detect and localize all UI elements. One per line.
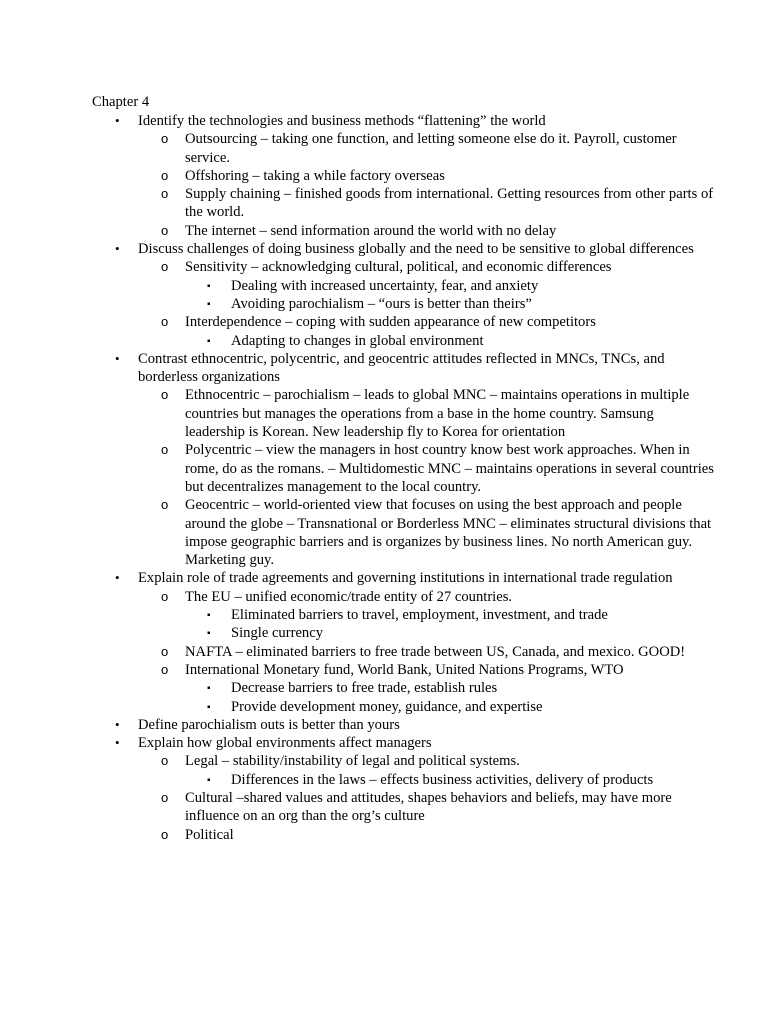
outline-item-level-2	[0, 130, 784, 167]
outline-item-text: Supply chaining – finished goods from international. Getting resources from other parts of the world.	[185, 186, 714, 221]
outline-item-level-3	[0, 332, 784, 350]
outline-item-text: Sensitivity – acknowledging cultural, political, and economic differences	[185, 259, 612, 276]
outline-item-text: Decrease barriers to free trade, establish rules	[231, 680, 498, 697]
bullet-icon: •	[115, 113, 120, 128]
outline-item-level-2	[0, 222, 784, 240]
circle-bullet-icon: o	[161, 643, 169, 659]
outline-item-text: Avoiding parochialism – “ours is better than theirs”	[231, 295, 532, 312]
circle-bullet-icon: o	[161, 442, 169, 458]
notes-outline	[0, 112, 784, 844]
outline-item-level-1	[0, 716, 784, 734]
square-bullet-icon: ▪	[207, 774, 211, 786]
outline-item-text: Interdependence – coping with sudden appearance of new competitors	[185, 314, 596, 331]
outline-item-level-3	[0, 277, 784, 295]
square-bullet-icon: ▪	[207, 701, 211, 713]
outline-item-level-2	[0, 313, 784, 331]
outline-item-text: Dealing with increased uncertainty, fear, and anxiety	[231, 277, 539, 294]
outline-item-text: Political	[185, 826, 234, 843]
outline-item-level-2	[0, 386, 784, 441]
circle-bullet-icon: o	[161, 661, 169, 677]
outline-item-text: Geocentric – world-oriented view that focuses on using the best approach and people around the globe – Transnational or Borderless MNC – eliminates structural divisions that impose geographic barriers and is organizes by business lines. No north American guy. Marketing guy.	[185, 497, 712, 569]
bullet-icon: •	[115, 570, 120, 586]
bullet-icon: •	[115, 716, 120, 732]
bullet-icon: •	[115, 241, 120, 257]
outline-item-level-2	[0, 643, 784, 661]
circle-bullet-icon: o	[161, 314, 169, 330]
circle-bullet-icon: o	[161, 167, 169, 183]
outline-item-text: The internet – send information around the world with no delay	[185, 222, 557, 239]
outline-item-text: Outsourcing – taking one function, and letting someone else do it. Payroll, customer service.	[185, 131, 677, 166]
outline-item-text: Differences in the laws – effects business activities, delivery of products	[231, 771, 654, 788]
outline-item-level-1	[0, 734, 784, 752]
outline-item-text: The EU – unified economic/trade entity of 27 countries.	[185, 588, 513, 605]
square-bullet-icon: ▪	[207, 683, 211, 695]
circle-bullet-icon: o	[161, 387, 169, 403]
outline-item-level-2	[0, 167, 784, 185]
circle-bullet-icon: o	[161, 259, 169, 275]
circle-bullet-icon: o	[161, 131, 169, 147]
outline-item-text: Identify the technologies and business methods “flattening” the world	[138, 113, 546, 129]
circle-bullet-icon: o	[161, 753, 169, 769]
square-bullet-icon: ▪	[207, 335, 211, 347]
outline-item-text: Eliminated barriers to travel, employment, investment, and trade	[231, 607, 608, 624]
outline-item-text: Offshoring – taking a while factory overseas	[185, 167, 445, 184]
outline-item-text: Define parochialism outs is better than yours	[138, 716, 400, 733]
outline-item-text: Polycentric – view the managers in host country know best work approaches. When in rome, do as the romans. – Multidomestic MNC – maintains operations in several countries but decentralizes management to the local country.	[185, 442, 714, 495]
outline-item-level-1	[0, 112, 784, 130]
outline-item-text: Explain how global environments affect managers	[138, 735, 432, 752]
outline-item-level-2	[0, 826, 784, 844]
chapter-heading: Chapter 4	[92, 94, 150, 110]
square-bullet-icon: ▪	[207, 628, 211, 640]
outline-item-level-3	[0, 295, 784, 313]
outline-item-level-2	[0, 588, 784, 606]
outline-item-level-2	[0, 789, 784, 826]
outline-item-text: NAFTA – eliminated barriers to free trade between US, Canada, and mexico. GOOD!	[185, 643, 686, 660]
outline-item-level-1	[0, 350, 784, 387]
outline-item-level-3	[0, 771, 784, 789]
outline-item-level-3	[0, 679, 784, 697]
outline-item-text: Single currency	[231, 625, 323, 642]
outline-item-level-2	[0, 752, 784, 770]
outline-item-text: Adapting to changes in global environment	[231, 332, 484, 349]
outline-item-level-2	[0, 185, 784, 222]
circle-bullet-icon: o	[161, 588, 169, 604]
outline-item-text: International Monetary fund, World Bank, United Nations Programs, WTO	[185, 661, 624, 678]
circle-bullet-icon: o	[161, 222, 169, 238]
outline-item-text: Ethnocentric – parochialism – leads to global MNC – maintains operations in multiple countries but manages the operations from a base in the home country. Samsung leadership is Korean. New leadership fly to Korea for orientation	[185, 387, 690, 441]
square-bullet-icon: ▪	[207, 610, 211, 622]
outline-item-level-3	[0, 624, 784, 642]
outline-item-text: Cultural –shared values and attitudes, shapes behaviors and beliefs, may have more influence on an org than the org’s culture	[185, 789, 672, 825]
circle-bullet-icon: o	[161, 826, 169, 842]
outline-item-text: Explain role of trade agreements and governing institutions in international trade regulation	[138, 570, 673, 587]
outline-item-level-2	[0, 661, 784, 679]
outline-item-level-2	[0, 496, 784, 569]
circle-bullet-icon: o	[161, 789, 169, 805]
outline-item-level-3	[0, 606, 784, 624]
bullet-icon: •	[115, 350, 120, 366]
outline-item-text: Contrast ethnocentric, polycentric, and geocentric attitudes reflected in MNCs, TNCs, and borderless organizations	[138, 350, 665, 386]
outline-item-level-1	[0, 569, 784, 587]
outline-item-text: Provide development money, guidance, and expertise	[231, 698, 543, 715]
square-bullet-icon: ▪	[207, 280, 211, 292]
outline-item-level-3	[0, 698, 784, 716]
bullet-icon: •	[115, 735, 120, 751]
square-bullet-icon: ▪	[207, 298, 211, 310]
circle-bullet-icon: o	[161, 497, 169, 513]
outline-item-text: Legal – stability/instability of legal and political systems.	[185, 753, 520, 770]
outline-item-level-1	[0, 240, 784, 258]
outline-item-text: Discuss challenges of doing business globally and the need to be sensitive to global differences	[138, 241, 694, 258]
outline-item-level-2	[0, 441, 784, 496]
circle-bullet-icon: o	[161, 186, 169, 202]
outline-item-level-2	[0, 258, 784, 276]
